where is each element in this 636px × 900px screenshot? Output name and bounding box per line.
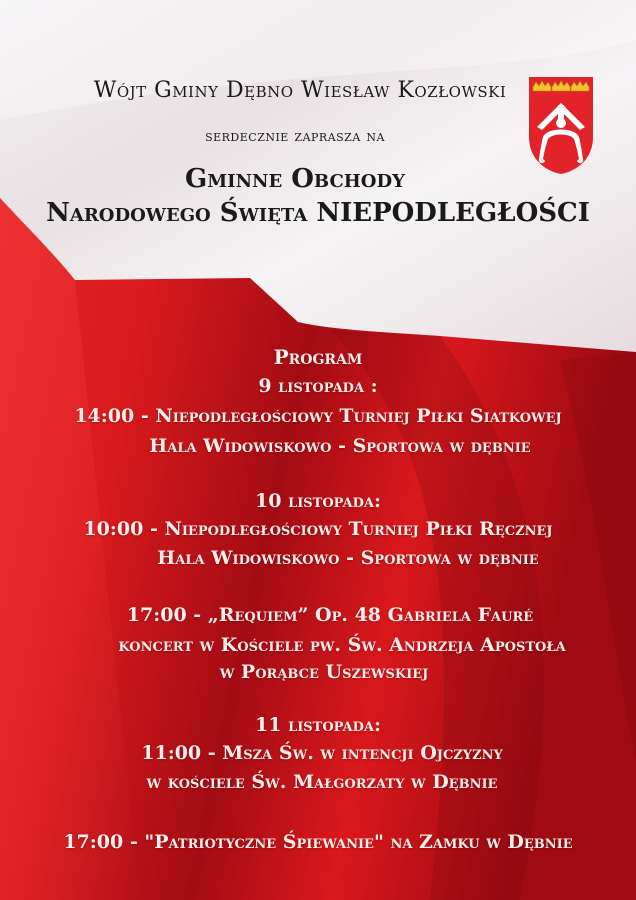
event-line: 10:00 - Niepodległościowy Turniej Piłki Ręcznej (83, 518, 553, 540)
event-venue: koncert w Kościele pw. Św. Andrzeja Apostoła (118, 634, 566, 656)
event-venue: w kościele Św. Małgorzaty w Dębnie (146, 771, 498, 793)
day-date: 9 listopada : (258, 375, 378, 397)
event-line: 11:00 - Msza Św. w intencji Ojczyzny (141, 742, 503, 764)
event-line: 14:00 - Niepodległościowy Turniej Piłki Siatkowej (74, 405, 562, 427)
event-venue: w Porąbce Uszewskiej (219, 661, 429, 683)
event-venue: Hala Widowiskowo - Sportowa w dębnie (149, 435, 531, 457)
day-date: 11 listopada: (255, 714, 381, 736)
event-title-line1: Gminne Obchody (185, 164, 405, 194)
host-line: Wójt Gminy Dębno Wiesław Kozłowski (93, 78, 507, 103)
coat-of-arms-icon (527, 75, 595, 175)
event-line: 17:00 - „Requiem” Op. 48 Gabriela Fauré (126, 604, 534, 626)
event-venue: Hala Widowiskowo - Sportowa w dębnie (157, 547, 539, 569)
invite-line: serdecznie zaprasza na (205, 126, 385, 145)
event-line: 17:00 - "Patriotyczne Śpiewanie" na Zamku w Dębnie (63, 831, 573, 853)
day-date: 10 listopada: (255, 490, 381, 512)
event-title-line2: Narodowego Święta NIEPODLEGŁOŚCI (46, 198, 590, 228)
program-heading: Program (273, 345, 363, 369)
